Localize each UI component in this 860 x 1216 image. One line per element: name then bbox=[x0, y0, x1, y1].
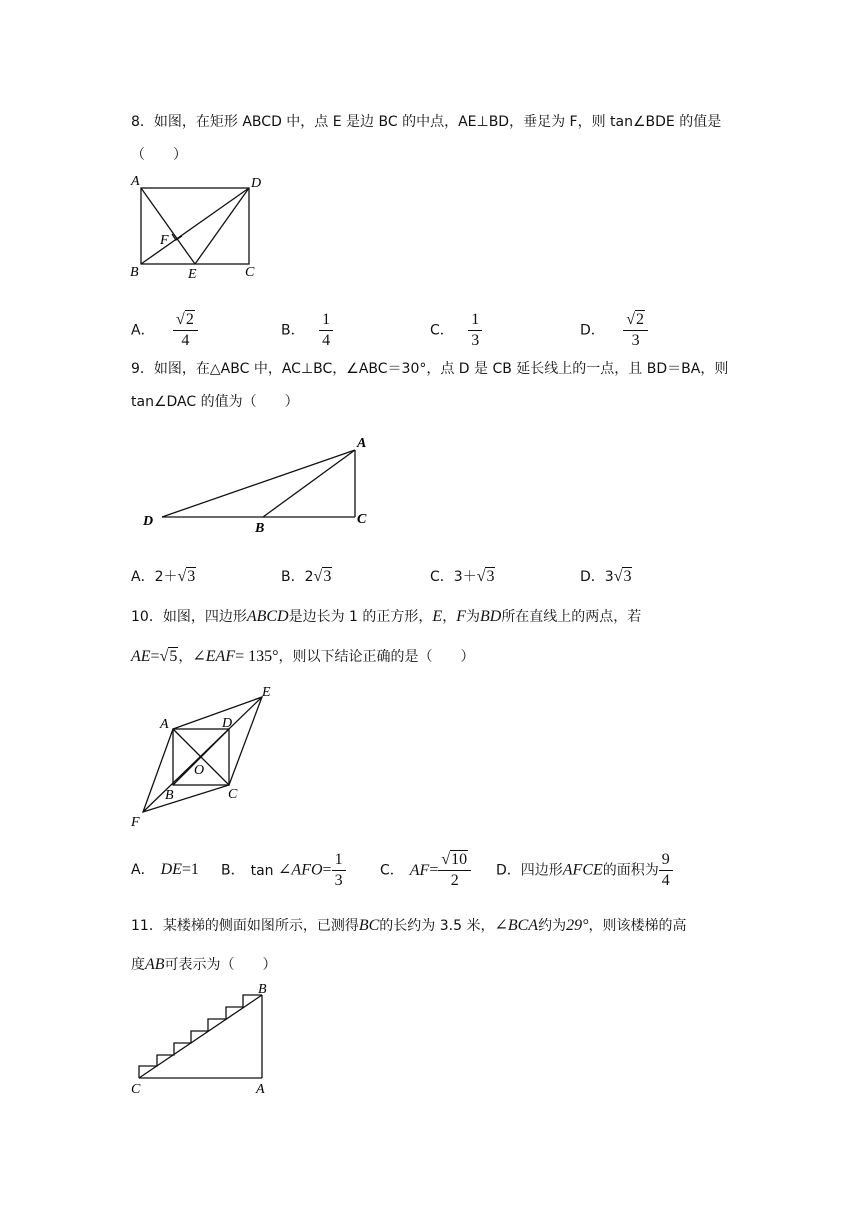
q9-option-a[interactable]: A．2＋√3 bbox=[131, 568, 196, 585]
q11-stem-line2: 度AB可表示为（ ） bbox=[131, 956, 277, 973]
q8-option-b[interactable]: B． $\frac{1}{4}$ bbox=[281, 310, 333, 351]
q9-stem-line2: tan∠DAC 的值为（ ） bbox=[131, 394, 299, 410]
q8-stem-line1: 8．如图，在矩形 ABCD 中，点 E 是边 BC 的中点，AE⊥BD，垂足为 F，则 tan∠BDE 的值是 bbox=[131, 114, 722, 130]
q9-stem-line1: 9．如图，在△ABC 中，AC⊥BC，∠ABC＝30°，点 D 是 CB 延长线上的一点，且 BD＝BA，则 bbox=[131, 361, 729, 377]
q8-label-a: A bbox=[131, 174, 140, 189]
q10-stem-line1: 10．如图，四边形ABCD是边长为 1 的正方形，E，F为BD所在直线上的两点，若 bbox=[131, 608, 642, 625]
q9-label-d: D bbox=[143, 514, 154, 529]
q8-stem-line2: （ ） bbox=[131, 147, 187, 163]
q9-label-c: C bbox=[357, 512, 367, 527]
q10-option-c[interactable]: C． AF= $\frac{√10}{2}$ bbox=[380, 850, 471, 891]
q8-label-b: B bbox=[130, 265, 139, 280]
q11-label-b: B bbox=[258, 982, 267, 997]
q10-label-f: F bbox=[131, 815, 140, 830]
q9-label-b: B bbox=[255, 521, 265, 536]
q10-label-a: A bbox=[160, 717, 169, 732]
q11-label-a: A bbox=[256, 1082, 265, 1097]
q10-label-o: O bbox=[194, 763, 205, 778]
q8-option-a[interactable]: A． $\frac{√2}{4}$ bbox=[131, 310, 198, 351]
q9-label-a: A bbox=[357, 436, 367, 451]
q8-label-c: C bbox=[245, 265, 255, 280]
q10-label-b: B bbox=[165, 788, 174, 803]
q8-option-c[interactable]: C． $\frac{1}{3}$ bbox=[430, 310, 482, 351]
q10-option-a[interactable]: A． DE=1 bbox=[131, 861, 199, 878]
q10-label-d: D bbox=[222, 716, 233, 731]
q10-option-d[interactable]: D．四边形AFCE的面积为 $\frac{9}{4}$ bbox=[496, 850, 673, 891]
q8-option-d[interactable]: D． $\frac{√2}{3}$ bbox=[580, 310, 648, 351]
q10-stem-line2: AE=√5，∠EAF= 135°，则以下结论正确的是（ ） bbox=[131, 648, 475, 665]
q8-label-e: E bbox=[188, 267, 197, 282]
q11-stem-line1: 11．某楼梯的侧面如图所示，已测得BC的长约为 3.5 米，∠BCA约为29°，则该楼梯的高 bbox=[131, 917, 687, 934]
q9-option-c[interactable]: C．3＋√3 bbox=[430, 568, 495, 585]
q10-option-b[interactable]: B． tan ∠AFO= $\frac{1}{3}$ bbox=[221, 850, 346, 891]
q10-label-c: C bbox=[228, 787, 238, 802]
q8-label-d: D bbox=[251, 176, 262, 191]
q9-option-b[interactable]: B．2√3 bbox=[281, 568, 332, 585]
q8-label-f: F bbox=[160, 233, 169, 248]
q11-label-c: C bbox=[131, 1082, 141, 1097]
q9-option-d[interactable]: D．3√3 bbox=[580, 568, 632, 585]
q10-label-e: E bbox=[262, 685, 271, 700]
